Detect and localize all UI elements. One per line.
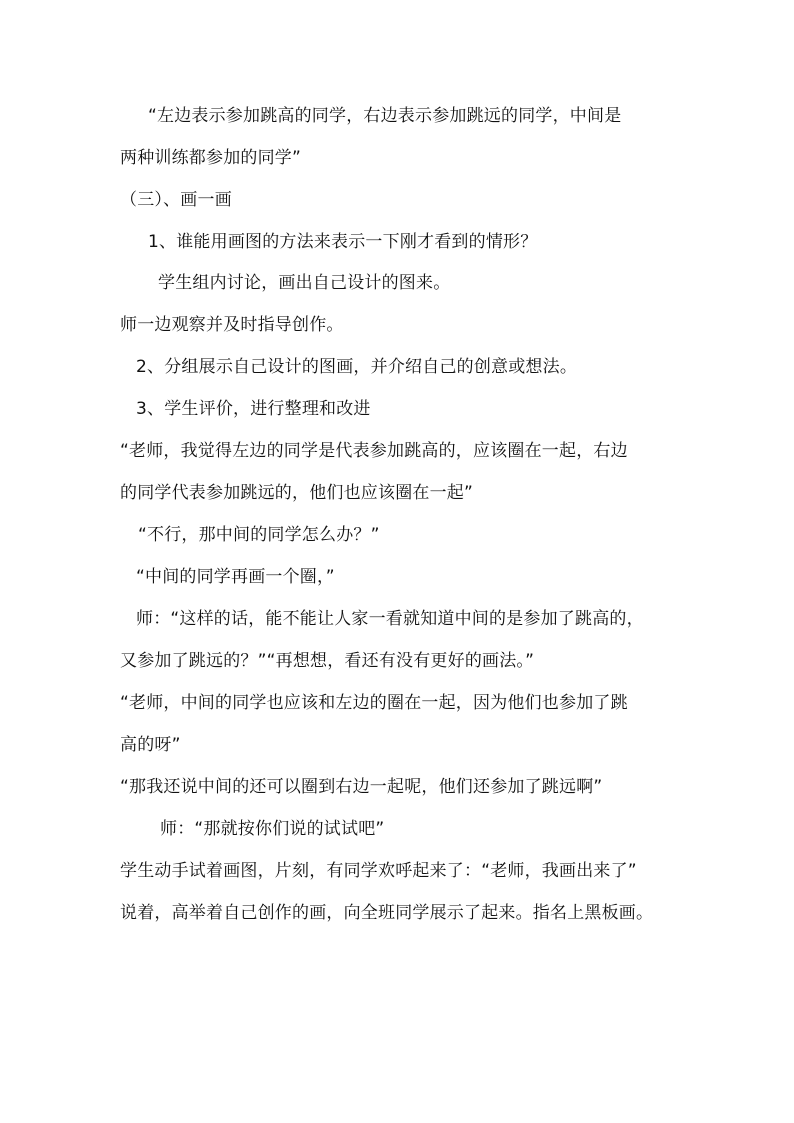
text-line: “中间的同学再画一个圈，” xyxy=(136,567,335,587)
text-line: 学生组内讨论，画出自己设计的图来。 xyxy=(158,273,451,293)
text-line: 师：“那就按你们说的试试吧” xyxy=(160,819,385,839)
text-line: “老师，我觉得左边的同学是代表参加跳高的，应该圈在一起，右边 xyxy=(120,441,628,461)
text-line: 学生动手试着画图，片刻，有同学欢呼起来了：“老师，我画出来了” xyxy=(120,861,637,881)
text-line: “不行，那中间的同学怎么办？” xyxy=(138,525,380,545)
section-heading: （三）、画一画 xyxy=(120,190,232,210)
text-line: 师：“这样的话，能不能让人家一看就知道中间的是参加了跳高的， xyxy=(136,609,644,629)
text-line: 师一边观察并及时指导创作。 xyxy=(120,315,344,335)
text-line: 两种训练都参加的同学” xyxy=(120,148,302,168)
text-line: 说着，高举着自己创作的画，向全班同学展示了起来。指名上黑板画。 xyxy=(120,903,654,923)
text-line: 的同学代表参加跳远的，他们也应该圈在一起” xyxy=(120,483,474,503)
text-line: 3、学生评价，进行整理和改进 xyxy=(136,399,371,419)
text-line: 高的呀” xyxy=(120,735,181,755)
text-line: “左边表示参加跳高的同学，右边表示参加跳远的同学，中间是 xyxy=(148,106,622,126)
text-line: 又参加了跳远的？”“再想想，看还有没有更好的画法。” xyxy=(120,651,535,671)
text-line: “老师，中间的同学也应该和左边的圈在一起，因为他们也参加了跳 xyxy=(120,693,628,713)
text-line: 1、谁能用画图的方法来表示一下刚才看到的情形？ xyxy=(148,232,538,252)
text-line: “那我还说中间的还可以圈到右边一起呢，他们还参加了跳远啊” xyxy=(120,777,603,797)
text-line: 2、分组展示自己设计的图画，并介绍自己的创意或想法。 xyxy=(136,357,578,377)
